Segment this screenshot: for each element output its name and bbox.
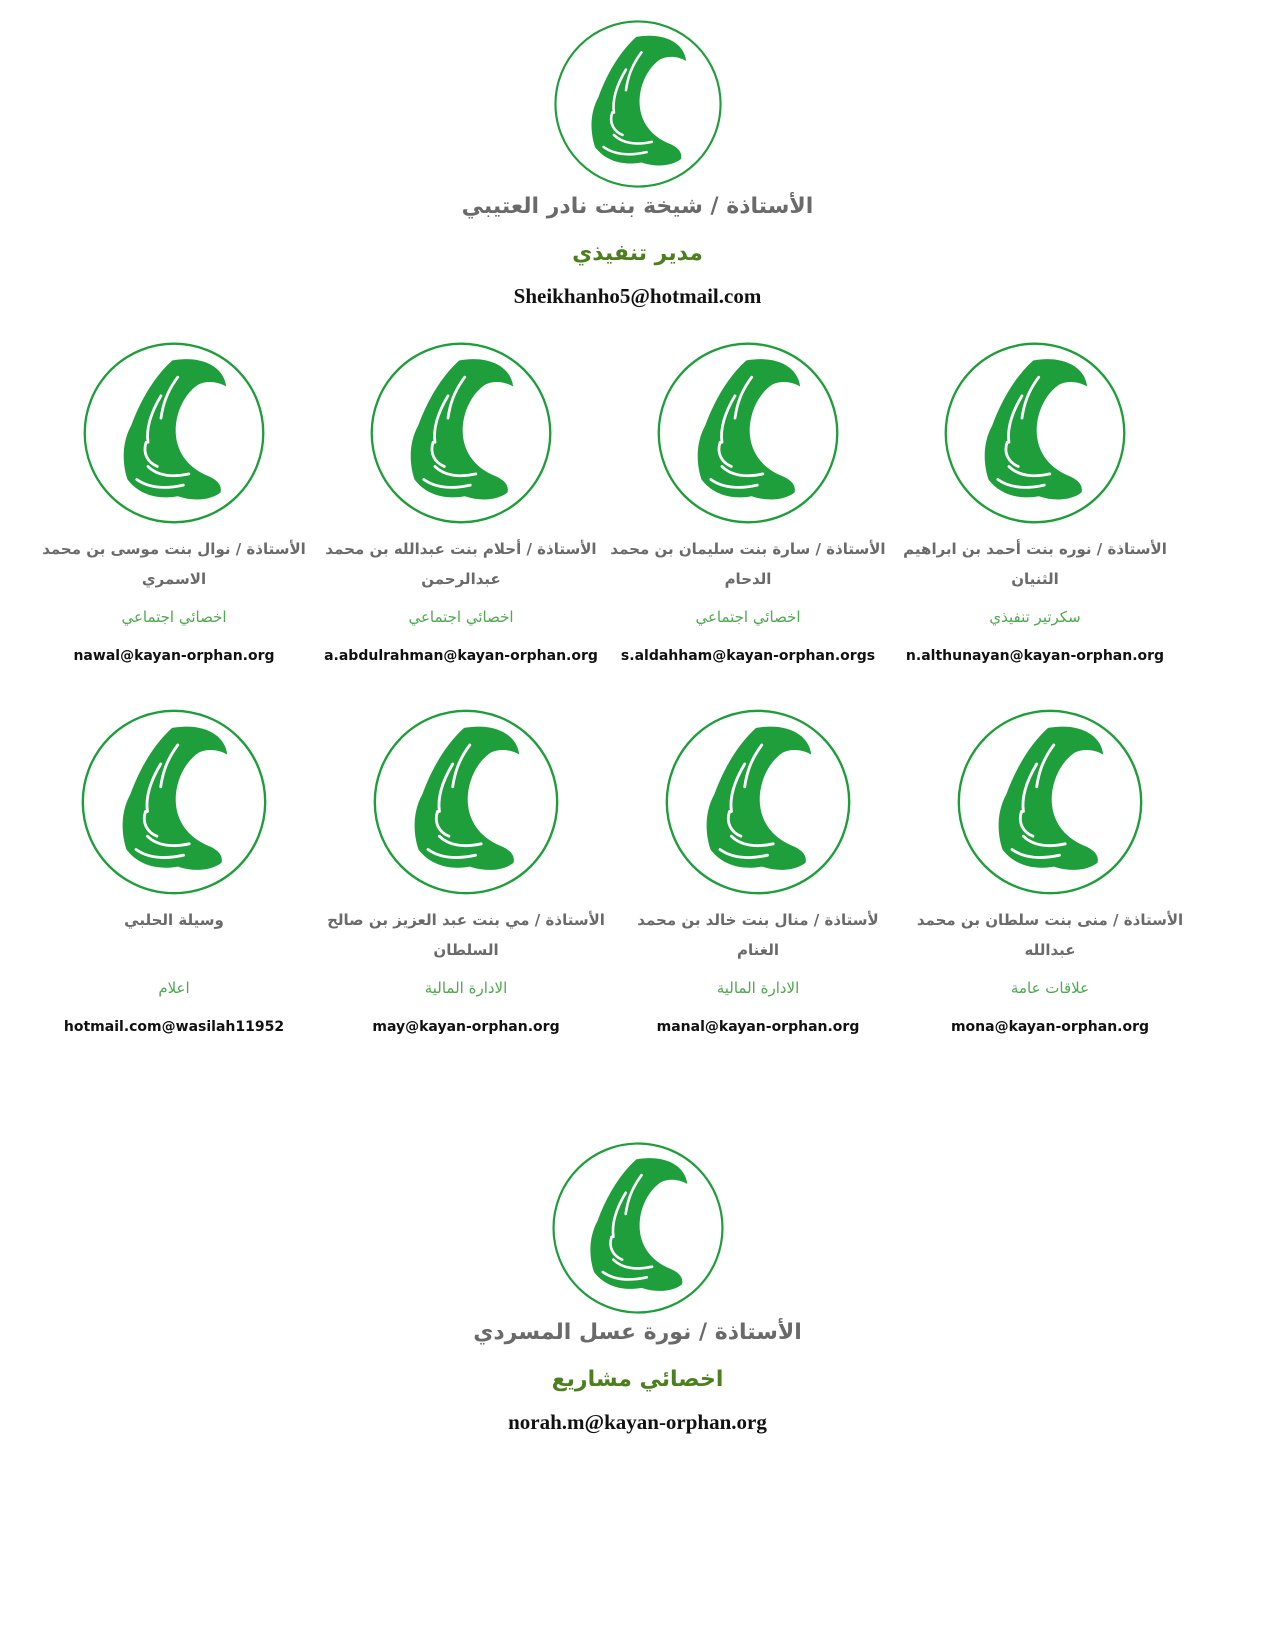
staff-card (613, 707, 903, 1035)
staff-name: الأستاذة / مي بنت عبد العزيز بن صالح السلطان (327, 911, 605, 959)
staff-role: اخصائي اجتماعي (121, 608, 227, 626)
staff-email: mona@kayan-orphan.org (950, 1019, 1150, 1035)
staff-name: الأستاذة / نوره بنت أحمد بن ابراهيم الثنيان (903, 540, 1167, 588)
staff-role: الادارة المالية (424, 979, 508, 997)
avatar (603, 340, 893, 526)
staff-name: الأستاذة / نورة عسل المسردي (473, 1320, 802, 1345)
staff-card (890, 340, 1180, 664)
featured-card-top (0, 18, 1275, 309)
hijab-woman-icon (79, 707, 269, 897)
staff-email: s.aldahham@kayan-orphan.orgs (620, 648, 876, 664)
staff-card (603, 340, 893, 664)
staff-name: لأستاذة / منال بنت خالد بن محمد الغنام (637, 911, 879, 959)
avatar (321, 707, 611, 897)
hijab-woman-icon (655, 340, 841, 526)
staff-role: الادارة المالية (716, 979, 800, 997)
hijab-woman-icon (955, 707, 1145, 897)
featured-card-bottom (0, 1140, 1275, 1435)
staff-name: الأستاذة / منى بنت سلطان بن محمد عبدالله (916, 911, 1184, 959)
staff-card (316, 340, 606, 664)
staff-role: سكرتير تنفيذي (989, 608, 1081, 626)
staff-name: الأستاذة / أحلام بنت عبدالله بن محمد عبدالرحمن (325, 540, 597, 588)
avatar (0, 1140, 1275, 1316)
staff-email: norah.m@kayan-orphan.org (508, 1410, 767, 1434)
avatar (613, 707, 903, 897)
avatar (29, 340, 319, 526)
staff-email: may@kayan-orphan.org (372, 1019, 560, 1035)
staff-name: الأستاذة / نوال بنت موسى بن محمد الاسمري (42, 540, 306, 588)
hijab-woman-icon (552, 18, 724, 190)
staff-email: nawal@kayan-orphan.org (73, 648, 275, 664)
staff-card (321, 707, 611, 1035)
staff-role: مدير تنفيذي (572, 241, 703, 266)
hijab-woman-icon (371, 707, 561, 897)
staff-role: علاقات عامة (1010, 979, 1090, 997)
hijab-woman-icon (942, 340, 1128, 526)
avatar (890, 340, 1180, 526)
staff-email: n.althunayan@kayan-orphan.org (905, 648, 1165, 664)
staff-role: اخصائي اجتماعي (408, 608, 514, 626)
staff-card (905, 707, 1195, 1035)
hijab-woman-icon (81, 340, 267, 526)
staff-name: وسيلة الحلبي (124, 911, 224, 929)
avatar (0, 18, 1275, 190)
staff-name: الأستاذة / سارة بنت سليمان بن محمد الدحام (610, 540, 886, 588)
staff-email: a.abdulrahman@kayan-orphan.org (324, 648, 598, 664)
hijab-woman-icon (550, 1140, 726, 1316)
staff-card (29, 707, 319, 1035)
hijab-woman-icon (663, 707, 853, 897)
hijab-woman-icon (368, 340, 554, 526)
avatar (905, 707, 1195, 897)
staff-role: اعلام (158, 979, 190, 997)
staff-email: manal@kayan-orphan.org (656, 1019, 860, 1035)
staff-email: hotmail.com@wasilah11952 (63, 1019, 285, 1035)
staff-card (29, 340, 319, 664)
avatar (29, 707, 319, 897)
staff-role: اخصائي مشاريع (551, 1367, 724, 1392)
staff-role: اخصائي اجتماعي (695, 608, 801, 626)
staff-name: الأستاذة / شيخة بنت نادر العتيبي (461, 194, 814, 219)
staff-email: Sheikhanho5@hotmail.com (513, 284, 762, 308)
avatar (316, 340, 606, 526)
